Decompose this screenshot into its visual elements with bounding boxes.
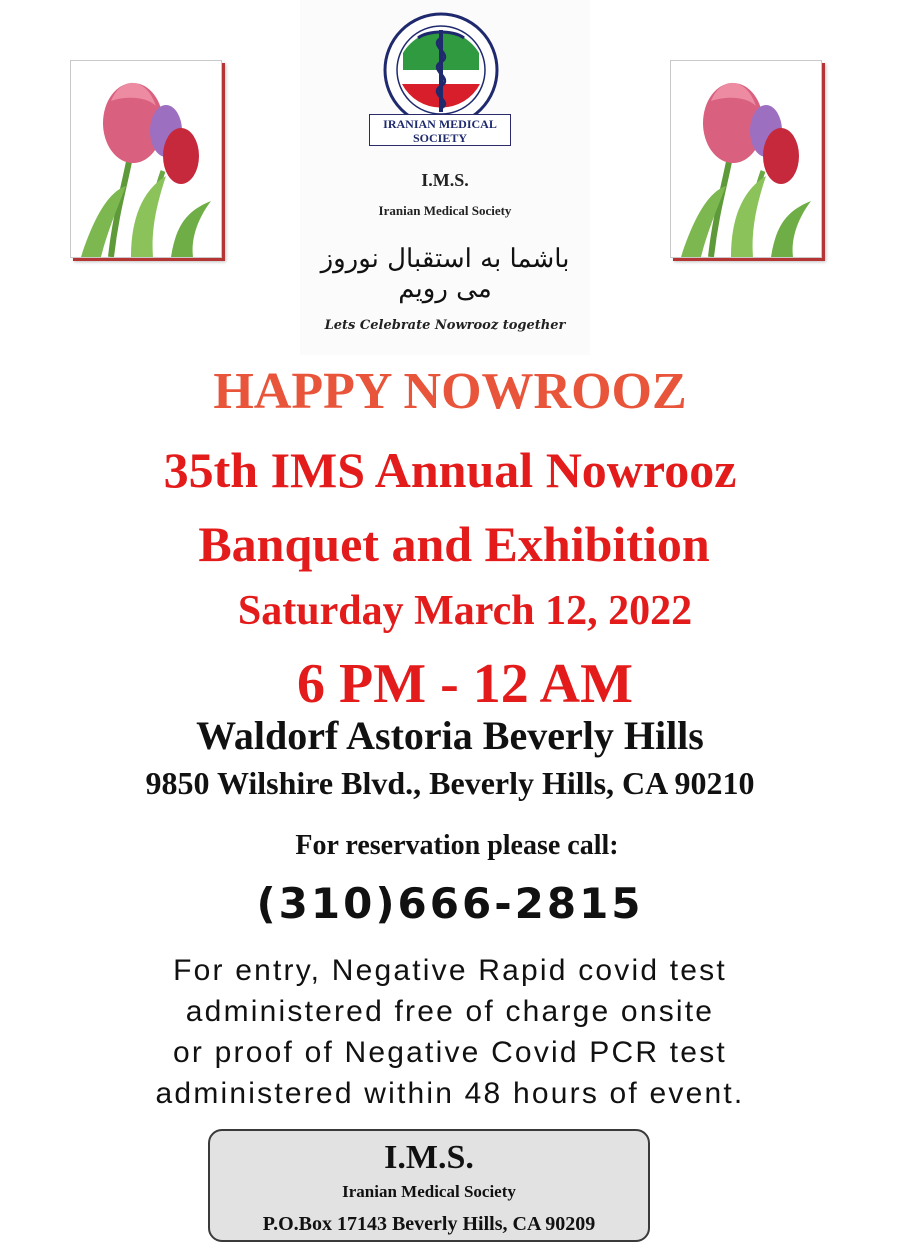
covid-notice xyxy=(0,950,900,1114)
event-venue: Waldorf Astoria Beverly Hills xyxy=(196,713,704,758)
headline: HAPPY NOWROOZ xyxy=(213,363,687,420)
tulip-photo-right xyxy=(670,60,822,258)
notice-line4: administered within 48 hours of event. xyxy=(155,1077,745,1110)
event-title-line1: 35th IMS Annual Nowrooz xyxy=(163,442,737,498)
tulip-photo-left xyxy=(70,60,222,258)
logo-name-box xyxy=(369,114,511,146)
notice-line3: or proof of Negative Covid PCR test xyxy=(173,1036,727,1069)
footer-address: P.O.Box 17143 Beverly Hills, CA 90209 xyxy=(262,1213,596,1235)
reservation-label: For reservation please call: xyxy=(295,830,619,861)
event-time: 6 PM - 12 AM xyxy=(297,653,633,715)
logo-abbr: I.M.S. xyxy=(421,170,469,190)
notice-line1: For entry, Negative Rapid covid test xyxy=(173,954,727,987)
event-date: Saturday March 12, 2022 xyxy=(237,588,693,634)
logo-name-line2: SOCIETY xyxy=(412,131,468,145)
footer-abbr: I.M.S. xyxy=(384,1139,474,1176)
logo-block xyxy=(300,0,590,355)
notice-line2: administered free of charge onsite xyxy=(185,995,715,1028)
event-title-line2: Banquet and Exhibition xyxy=(198,516,710,572)
logo-name-line1: IRANIAN MEDICAL xyxy=(383,117,497,131)
celebrate-tagline: Lets Celebrate Nowrooz together xyxy=(324,318,566,333)
footer-contact-box xyxy=(208,1129,650,1242)
logo-full-name: Iranian Medical Society xyxy=(378,203,512,218)
reservation-phone[interactable]: (310)666-2815 xyxy=(256,879,644,928)
event-address: 9850 Wilshire Blvd., Beverly Hills, CA 90210 xyxy=(145,765,755,801)
farsi-greeting: باشما به استقبال نوروز می رویم xyxy=(320,244,570,304)
footer-name: Iranian Medical Society xyxy=(342,1182,516,1201)
